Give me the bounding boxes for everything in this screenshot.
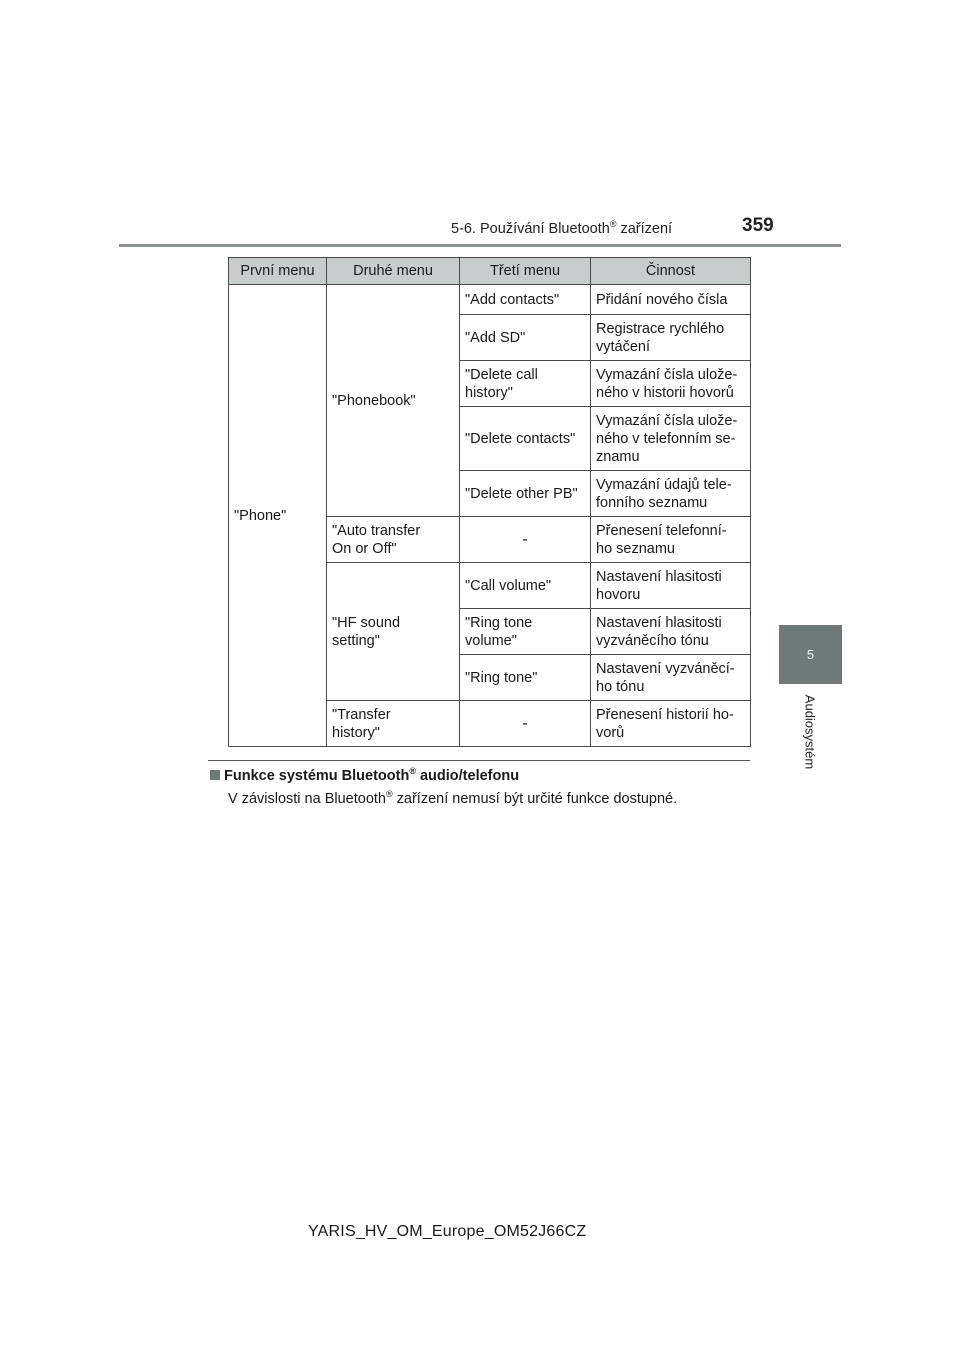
- page-number: 359: [742, 215, 774, 236]
- chapter-number: 5: [806, 647, 815, 662]
- table-row: [229, 285, 751, 315]
- second-menu-cell: "Transfer history": [327, 701, 460, 747]
- column-header: První menu: [229, 258, 327, 285]
- header-divider: [119, 244, 841, 247]
- third-menu-cell: "Add SD": [460, 315, 591, 361]
- third-menu-cell: "Call volume": [460, 563, 591, 609]
- note-heading: Funkce systému Bluetooth® audio/telefonu: [210, 766, 519, 784]
- first-menu-cell: "Phone": [229, 285, 327, 747]
- action-cell: Přenesení historií ho- vorů: [591, 701, 751, 747]
- second-menu-cell: "HF sound setting": [327, 563, 460, 701]
- note-text: V závislosti na Bluetooth® zařízení nemusí být určité funkce dostupné.: [228, 789, 678, 807]
- action-cell: Přenesení telefonní- ho seznamu: [591, 517, 751, 563]
- note-divider: [208, 760, 750, 761]
- action-cell: Registrace rychlého vytáčení: [591, 315, 751, 361]
- action-cell: Vymazání údajů tele- fonního seznamu: [591, 471, 751, 517]
- action-cell: Nastavení hlasitosti vyzváněcího tónu: [591, 609, 751, 655]
- third-menu-cell: "Delete call history": [460, 361, 591, 407]
- third-menu-cell: "Ring tone volume": [460, 609, 591, 655]
- chapter-label: Audiosystém: [802, 694, 818, 770]
- square-bullet-icon: [210, 770, 220, 780]
- menu-table: [228, 257, 751, 747]
- section-title: 5-6. Používání Bluetooth® zařízení: [451, 219, 673, 237]
- action-cell: Přidání nového čísla: [591, 285, 751, 315]
- third-menu-cell: "Add contacts": [460, 285, 591, 315]
- third-menu-cell: "Delete contacts": [460, 407, 591, 471]
- column-header: Třetí menu: [460, 258, 591, 285]
- second-menu-cell: "Auto transfer On or Off": [327, 517, 460, 563]
- column-header: Druhé menu: [327, 258, 460, 285]
- third-menu-cell: -: [460, 517, 591, 563]
- third-menu-cell: "Ring tone": [460, 655, 591, 701]
- document-footer: YARIS_HV_OM_Europe_OM52J66CZ: [308, 1223, 587, 1240]
- action-cell: Vymazání čísla ulože- ného v telefonním se- znamu: [591, 407, 751, 471]
- action-cell: Vymazání čísla ulože- ného v historii hovorů: [591, 361, 751, 407]
- chapter-tab[interactable]: [779, 625, 842, 684]
- third-menu-cell: -: [460, 701, 591, 747]
- third-menu-cell: "Delete other PB": [460, 471, 591, 517]
- table-header-row: [229, 258, 751, 285]
- action-cell: Nastavení vyzváněcí- ho tónu: [591, 655, 751, 701]
- column-header: Činnost: [591, 258, 751, 285]
- second-menu-cell: "Phonebook": [327, 285, 460, 517]
- action-cell: Nastavení hlasitosti hovoru: [591, 563, 751, 609]
